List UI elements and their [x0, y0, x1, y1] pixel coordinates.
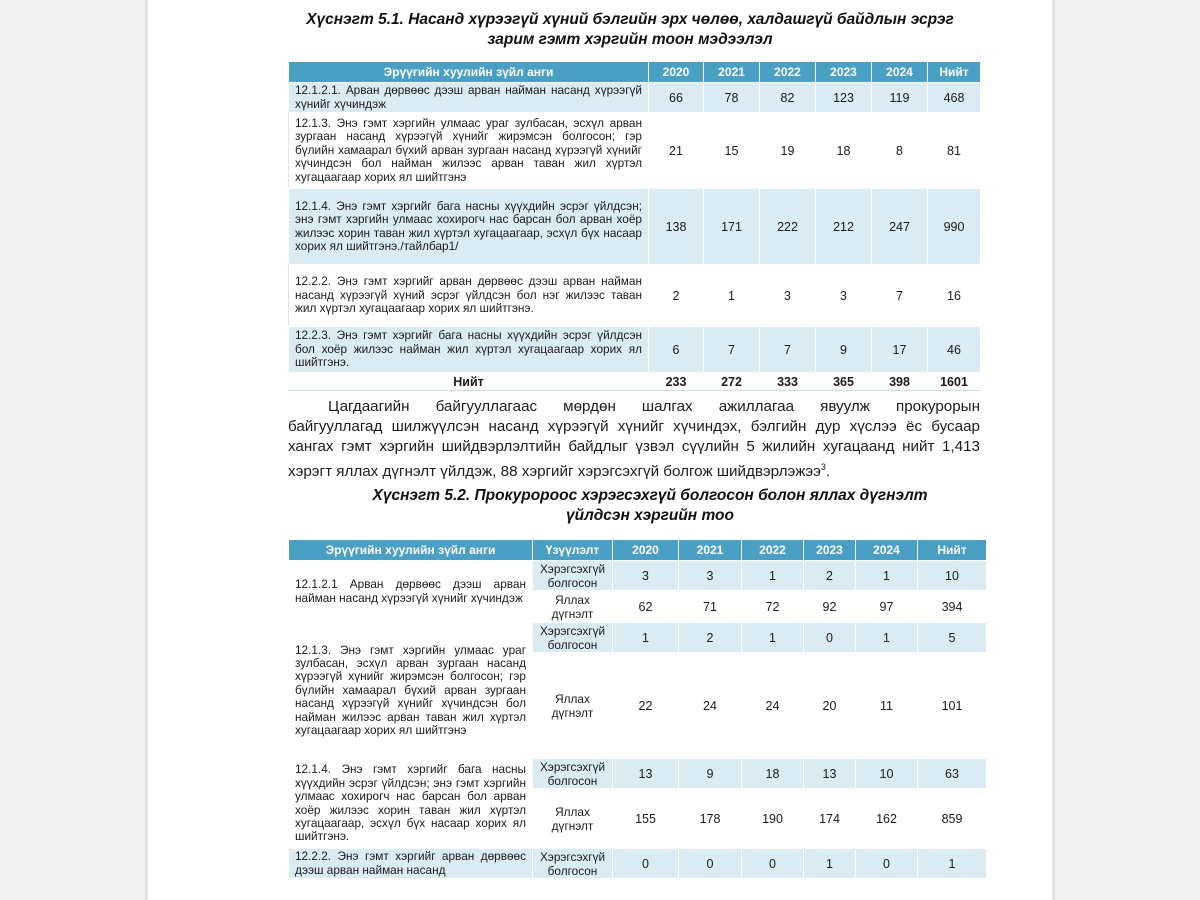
- cell-2022: 7: [760, 327, 816, 373]
- table2-header-indicator: Үзүүлэлт: [533, 540, 613, 561]
- cell-2021: 2: [679, 623, 742, 653]
- indicator-cell: Яллах дүгнэлт: [533, 591, 613, 623]
- cell-2023: 3: [816, 265, 872, 327]
- row-description: 12.1.4. Энэ гэмт хэргийг бага насны хүүхдийн эсрэг үйлдсэн; энэ гэмт хэргийн улмаас хохирогч нас барсан бол арван хоёр жилээс хорин таван жил хүртэл хугацаагаар, эсхүл бүх насаар хорих ял шийтгэнэ./тайлбар1/: [289, 189, 649, 265]
- cell-2022: 190: [742, 789, 804, 849]
- cell-2020: 66: [649, 83, 704, 113]
- table2-header-2022: 2022: [742, 540, 804, 561]
- cell-2020: 22: [613, 653, 679, 759]
- cell-2021: 24: [679, 653, 742, 759]
- cell-2021: 171: [704, 189, 760, 265]
- table1-header-2020: 2020: [649, 62, 704, 83]
- cell-2023: 13: [804, 759, 856, 789]
- cell-2024: 1: [856, 623, 918, 653]
- row-description: 12.1.3. Энэ гэмт хэргийн улмаас ураг зулбасан, эсхүл арван зургаан насанд хүрээгүй хүнийг жирэмсэн болгосон; гэр бүлийн хамаарал бүхий арван зургаан насанд хүрээгүй хүнийг хүчиндсэн бол найман жилээс арван таван жил хүртэл хугацаагаар хорих ял шийтгэнэ: [289, 113, 649, 189]
- cell-total: 16: [928, 265, 981, 327]
- cell-2020: 1: [613, 623, 679, 653]
- cell-2022: 72: [742, 591, 804, 623]
- cell-2021: 71: [679, 591, 742, 623]
- cell-2022: 1: [742, 561, 804, 591]
- cell-2021: 1: [704, 265, 760, 327]
- cell-2022: 18: [742, 759, 804, 789]
- table-row: [289, 759, 987, 789]
- cell-2022: 3: [760, 265, 816, 327]
- paragraph-line-3: хангах гэмт хэргийн шийдвэрлэлтийн байдлыг үзвэл сүүлийн 5 жилийн хугацаанд нийт 1,413: [288, 438, 980, 455]
- paragraph-period: .: [825, 463, 831, 481]
- cell-2024: 10: [856, 759, 918, 789]
- table-row: [289, 849, 987, 879]
- group-description: 12.1.4. Энэ гэмт хэргийг бага насны хүүхдийн эсрэг үйлдсэн; энэ гэмт хэргийн улмаас хохирогч нас барсан бол арван хоёр жилээс хорин таван жил хүртэл хугацаагаар, эсхүл бүх насаар хорих ял шийтгэнэ.: [289, 759, 533, 849]
- total-2024: 398: [872, 373, 928, 391]
- cell-2020: 13: [613, 759, 679, 789]
- table-row: [289, 561, 987, 591]
- indicator-cell: Яллах дүгнэлт: [533, 653, 613, 759]
- cell-2023: 20: [804, 653, 856, 759]
- cell-2022: 1: [742, 623, 804, 653]
- cell-2022: 222: [760, 189, 816, 265]
- total-all: 1601: [928, 373, 981, 391]
- cell-total: 468: [928, 83, 981, 113]
- cell-2020: 138: [649, 189, 704, 265]
- cell-2022: 82: [760, 83, 816, 113]
- indicator-cell: Хэрэгсэхгүй болгосон: [533, 623, 613, 653]
- table1-header-total: Нийт: [928, 62, 981, 83]
- paragraph-text-1: Цагдаагийн байгууллагаас мөрдөн шалгах ажиллагаа явуулж прокурорын: [328, 398, 980, 415]
- table2-caption-line2: үйлдсэн хэргийн тоо: [566, 507, 734, 524]
- table1-caption: [280, 10, 980, 50]
- paragraph-text-4: хэрэгт яллах дүгнэлт үйлдэж, 88 хэргийг хэрэгсэхгүй болгож шийдвэрлэжээ: [288, 463, 821, 481]
- cell-2024: 1: [856, 561, 918, 591]
- document-page: [150, 0, 1050, 900]
- cell-2024: 247: [872, 189, 928, 265]
- table1-header-2023: 2023: [816, 62, 872, 83]
- cell-2024: 119: [872, 83, 928, 113]
- cell-2022: 19: [760, 113, 816, 189]
- cell-2023: 123: [816, 83, 872, 113]
- total-2023: 365: [816, 373, 872, 391]
- cell-2020: 21: [649, 113, 704, 189]
- cell-total: 990: [928, 189, 981, 265]
- table-row: [289, 113, 981, 189]
- left-margin: [0, 0, 148, 900]
- total-2020: 233: [649, 373, 704, 391]
- cell-total: 101: [918, 653, 987, 759]
- table1-header-article: Эрүүгийн хуулийн зүйл анги: [289, 62, 649, 83]
- cell-2023: 1: [804, 849, 856, 879]
- paragraph-line-2: байгууллагад шилжүүлсэн насанд хүрээгүй хүнийг хүчиндэх, бэлгийн дур хүслээ ёс бусаар: [288, 418, 980, 435]
- table1-header-2021: 2021: [704, 62, 760, 83]
- cell-2024: 162: [856, 789, 918, 849]
- table-row: [289, 189, 981, 265]
- indicator-cell: Хэрэгсэхгүй болгосон: [533, 561, 613, 591]
- cell-2024: 8: [872, 113, 928, 189]
- table2-caption-line1: Хүснэгт 5.2. Прокуророос хэрэгсэхгүй болгосон болон яллах дүгнэлт: [372, 487, 928, 504]
- cell-2024: 97: [856, 591, 918, 623]
- table1-caption-line2: зарим гэмт хэргийн тоон мэдээлэл: [487, 31, 773, 48]
- cell-2021: 178: [679, 789, 742, 849]
- cell-2024: 11: [856, 653, 918, 759]
- table-row: [289, 265, 981, 327]
- total-2022: 333: [760, 373, 816, 391]
- table2-header-2024: 2024: [856, 540, 918, 561]
- table2-caption: [340, 486, 960, 526]
- cell-2023: 212: [816, 189, 872, 265]
- cell-total: 63: [918, 759, 987, 789]
- cell-2021: 7: [704, 327, 760, 373]
- table2-header-2021: 2021: [679, 540, 742, 561]
- cell-total: 5: [918, 623, 987, 653]
- paragraph-line-4: [288, 457, 980, 482]
- table-row: [289, 83, 981, 113]
- cell-2024: 0: [856, 849, 918, 879]
- cell-2023: 18: [816, 113, 872, 189]
- cell-total: 394: [918, 591, 987, 623]
- row-description: 12.2.3. Энэ гэмт хэргийг бага насны хүүхдийн эсрэг үйлдсэн бол хоёр жилээс найман жил хүртэл хугацаагаар хорих ял шийтгэнэ.: [289, 327, 649, 373]
- indicator-cell: Хэрэгсэхгүй болгосон: [533, 759, 613, 789]
- cell-total: 859: [918, 789, 987, 849]
- cell-2024: 7: [872, 265, 928, 327]
- table1-caption-line1: Хүснэгт 5.1. Насанд хүрээгүй хүний бэлгийн эрх чөлөө, халдашгүй байдлын эсрэг: [306, 11, 954, 28]
- cell-2020: 155: [613, 789, 679, 849]
- footnote-marker[interactable]: 3: [820, 462, 826, 472]
- table-row: [289, 623, 987, 653]
- cell-2021: 0: [679, 849, 742, 879]
- cell-2020: 3: [613, 561, 679, 591]
- group-description: 12.2.2. Энэ гэмт хэргийг арван дөрвөөс дээш арван найман насанд: [289, 849, 533, 879]
- total-label: Нийт: [289, 373, 649, 391]
- total-2021: 272: [704, 373, 760, 391]
- row-description: 12.1.2.1. Арван дөрвөөс дээш арван найман насанд хүрээгүй хүнийг хүчиндэж: [289, 83, 649, 113]
- table1-header-2022: 2022: [760, 62, 816, 83]
- paragraph-line-1: [288, 397, 980, 417]
- cell-total: 46: [928, 327, 981, 373]
- table2-header-row: [289, 540, 987, 561]
- cell-2021: 3: [679, 561, 742, 591]
- body-paragraph: [288, 397, 980, 482]
- cell-2020: 6: [649, 327, 704, 373]
- cell-total: 1: [918, 849, 987, 879]
- cell-2023: 9: [816, 327, 872, 373]
- right-margin: [1052, 0, 1200, 900]
- cell-total: 10: [918, 561, 987, 591]
- table2-header-2023: 2023: [804, 540, 856, 561]
- cell-2020: 0: [613, 849, 679, 879]
- group-description: 12.1.3. Энэ гэмт хэргийн улмаас ураг зулбасан, эсхүл арван зургаан насанд хүрээгүй хүнийг жирэмсэн болгосон; гэр бүлийн хамаарал бүхий арван зургаан насанд хүрээгүй хүнийг хүчиндсэн бол найман жилээс арван таван жил хүртэл хугацаагаар хорих ял шийтгэнэ: [289, 623, 533, 759]
- cell-2022: 24: [742, 653, 804, 759]
- cell-2024: 17: [872, 327, 928, 373]
- table-row: [289, 327, 981, 373]
- cell-2023: 174: [804, 789, 856, 849]
- cell-2020: 2: [649, 265, 704, 327]
- cell-2023: 92: [804, 591, 856, 623]
- indicator-cell: Яллах дүгнэлт: [533, 789, 613, 849]
- cell-total: 81: [928, 113, 981, 189]
- table2: [288, 539, 987, 879]
- indicator-cell: Хэрэгсэхгүй болгосон: [533, 849, 613, 879]
- cell-2020: 62: [613, 591, 679, 623]
- table2-header-article: Эрүүгийн хуулийн зүйл анги: [289, 540, 533, 561]
- table2-header-2020: 2020: [613, 540, 679, 561]
- table1-total-row: [289, 373, 981, 391]
- table1-header-row: [289, 62, 981, 83]
- cell-2021: 78: [704, 83, 760, 113]
- row-description: 12.2.2. Энэ гэмт хэргийг арван дөрвөөс дээш арван найман насанд хүрээгүй хүний эсрэг үйлдсэн бол нэг жилээс таван жил хүртэл хугацаагаар хорих ял шийтгэнэ.: [289, 265, 649, 327]
- cell-2021: 15: [704, 113, 760, 189]
- cell-2023: 0: [804, 623, 856, 653]
- cell-2022: 0: [742, 849, 804, 879]
- table2-header-total: Нийт: [918, 540, 987, 561]
- table1-header-2024: 2024: [872, 62, 928, 83]
- cell-2023: 2: [804, 561, 856, 591]
- cell-2021: 9: [679, 759, 742, 789]
- table1: [288, 61, 981, 391]
- group-description: 12.1.2.1 Арван дөрвөөс дээш арван найман насанд хүрээгүй хүнийг хүчиндэж: [289, 561, 533, 623]
